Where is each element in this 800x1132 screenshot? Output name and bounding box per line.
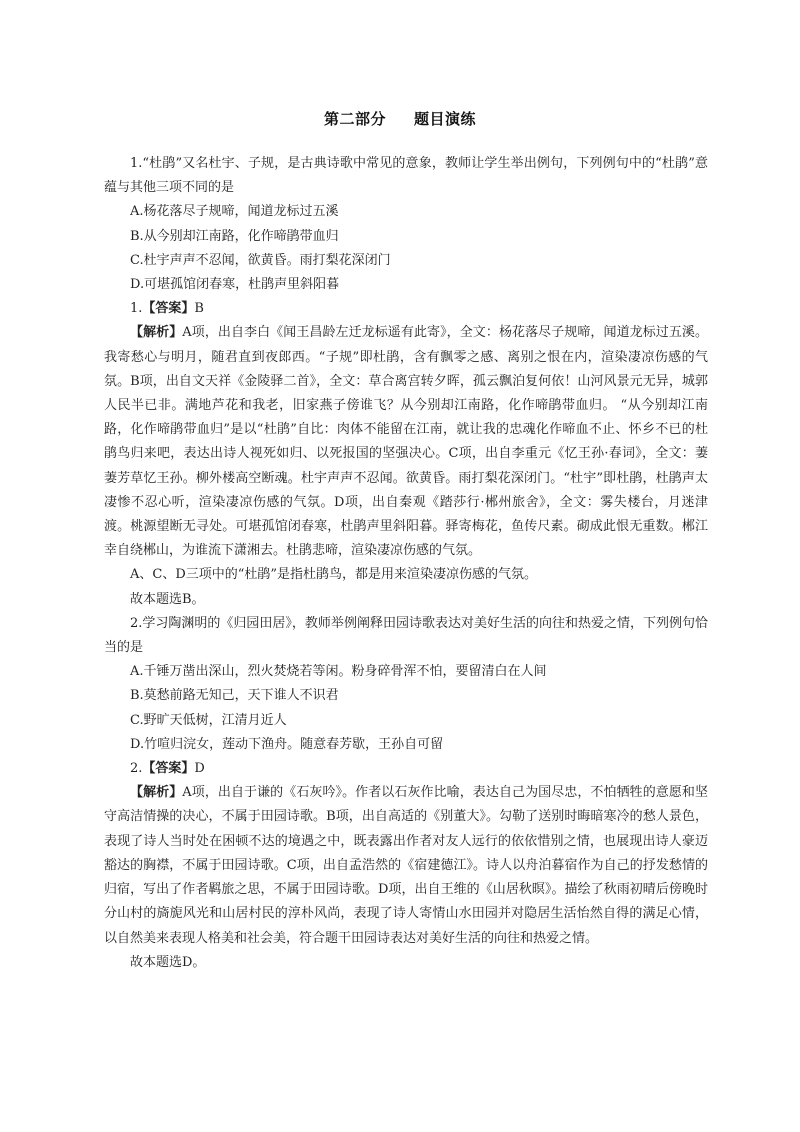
q1-answer-line	[104, 297, 708, 321]
q1-option-b: B.从今别却江南路，化作啼鹃带血归	[130, 228, 339, 244]
q2-answer: D	[194, 761, 205, 777]
q1-conclusion: 故本题选B。	[130, 591, 205, 607]
section-title	[0, 108, 800, 129]
q2-analysis-text: A项，出自于谦的《石灰吟》。作者以石灰作比喻，表达自己为国尽忠，不怕牺牲的意愿和坚守高洁情操的决心，不属于田园诗歌。B项，出自高适的《别董大》。勾勒了送别时晦暗寒冷的愁人景色，表现了诗人当时处在困顿不达的境遇之中，既表露出作者对友人远行的依依惜别之情，也展现出诗人豪迈豁达的胸襟，不属于田园诗歌。C项，出自孟浩然的《宿建德江》。诗人以舟泊暮宿作为自己的抒发愁情的归宿，写出了作者羁旅之思，不属于田园诗歌。D项，出自王维的《山居秋暝》。描绘了秋雨初晴后傍晚时分山村的旖旎风光和山居村民的淳朴风尚，表现了诗人寄情山水田园并对隐居生活怡然自得的满足心情，以自然美来表现人格美和社会美，符合题干田园诗表达对美好生活的向往和热爱之情。	[104, 785, 708, 946]
q2-option-c: C.野旷天低树，江清月近人	[130, 712, 287, 728]
q2-answer-line	[104, 757, 708, 781]
q1-option-c: C.杜宇声声不忍闻，欲黄昏。雨打梨花深闭门	[130, 252, 391, 268]
q2-conclusion: 故本题选D。	[130, 954, 206, 970]
q2-answer-label: 【答案】	[142, 761, 195, 777]
q1-analysis-text: A项，出自李白《闻王昌龄左迁龙标遥有此寄》，全文：杨花落尽子规啼，闻道龙标过五溪。我寄愁心与明月，随君直到夜郎西。“子规”即杜鹃，含有飘零之感、离别之恨在内，渲染凄凉伤感的气氛。B项，出自文天祥《金陵驿二首》，全文：草合离宫转夕晖，孤云飘泊复何依！山河风景元无异，城郭人民半已非。满地芦花和我老，旧家燕子傍谁飞？从今别却江南路，化作啼鹃带血归。 “从今别却江南路，化作啼鹃带血归”是以“杜鹃”自比：肉体不能留在江南，就让我的忠魂化作啼血不止、怀乡不已的杜鹃鸟归来吧，表达出诗人视死如归、以死报国的坚强决心。C项，出自李重元《忆王孙·春词》，全文：萋萋芳草忆王孙。柳外楼高空断魂。杜宇声声不忍闻。欲黄昏。雨打梨花深闭门。“杜宇”即杜鹃，杜鹃声太凄惨不忍心听，渲染凄凉伤感的气氛。D项，出自秦观《踏莎行·郴州旅舍》，全文：雾失楼台，月迷津渡。桃源望断无寻处。可堪孤馆闭春寒，杜鹃声里斜阳暮。驿寄梅花，鱼传尺素。砌成此恨无重数。郴江幸自绕郴山，为谁流下潇湘去。杜鹃悲啼，渲染凄凉伤感的气氛。	[104, 325, 708, 559]
q2-stem: 2.学习陶渊明的《归园田居》，教师举例阐释田园诗歌表达对美好生活的向往和热爱之情，下列例句恰当的是	[104, 615, 708, 656]
q1-option-a: A.杨花落尽子规啼，闻道龙标过五溪	[130, 204, 339, 220]
section-name: 题目演练	[414, 110, 477, 128]
q1-analysis	[104, 321, 708, 563]
q2-option-a: A.千锤万凿出深山，烈火焚烧若等闲。粉身碎骨浑不怕，要留清白在人间	[130, 664, 547, 680]
q1-answer-number: 1.	[130, 301, 143, 317]
q1-answer: B	[194, 301, 204, 317]
q2-option-b: B.莫愁前路无知己，天下谁人不识君	[130, 688, 339, 704]
q1-stem: 1.“杜鹃”又名杜宇、子规，是古典诗歌中常见的意象，教师让学生举出例句，下列例句中的“杜鹃”意蕴与其他三项不同的是	[104, 156, 708, 196]
q2-answer-number: 2.	[130, 761, 143, 777]
q1-summary: A、C、D三项中的“杜鹃”是指杜鹃鸟，都是用来渲染凄凉伤感的气氛。	[130, 567, 538, 583]
q1-answer-label: 【答案】	[142, 301, 195, 317]
q1-option-d: D.可堪孤馆闭春寒，杜鹃声里斜阳暮	[130, 277, 340, 293]
q2-analysis	[104, 781, 708, 950]
q2-analysis-label: 【解析】	[130, 785, 183, 801]
q2-option-d: D.竹喧归浣女，莲动下渔舟。随意春芳歇，王孙自可留	[130, 736, 444, 752]
document-body	[104, 152, 708, 975]
section-part: 第二部分	[323, 110, 386, 128]
q1-analysis-label: 【解析】	[130, 325, 183, 341]
